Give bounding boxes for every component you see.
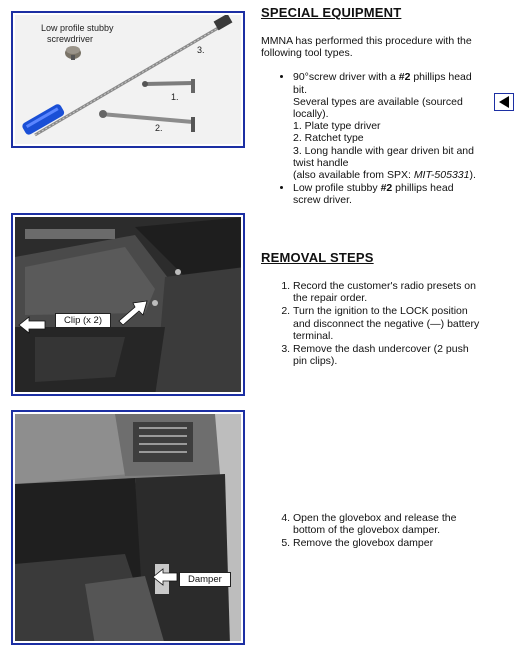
- stubby-label-2: screwdriver: [47, 34, 94, 44]
- dash-undercover-photo: [15, 217, 241, 392]
- tool-number-2: 2.: [155, 123, 163, 133]
- removal-step: 2. Turn the ignition to the LOCK position and disconnect the negative (—) battery terminal.: [293, 305, 483, 342]
- special-equipment-heading: SPECIAL EQUIPMENT: [261, 5, 402, 20]
- tool-list-item: • 90°screw driver with a #2 phillips head bit. Several types are available (sourced locally). 1. Plate type driver 2. Ratchet type 3. Long handle with gear driven bit and twist handle (also available from SPX: MIT-505331).: [293, 71, 483, 181]
- clip-callout: Clip (x 2): [55, 313, 111, 328]
- glovebox-photo: [15, 414, 241, 641]
- removal-step: 1. Record the customer's radio presets on the repair order.: [293, 280, 483, 304]
- tool-number-1: 1.: [171, 92, 179, 102]
- tools-photo: [15, 15, 241, 144]
- back-arrow-icon: [499, 96, 509, 108]
- tools-image-frame: [11, 11, 245, 148]
- tool-list-item: • Low profile stubby #2 phillips head screw driver.: [293, 182, 483, 206]
- tool-list: [261, 71, 483, 206]
- tool-number-3: 3.: [197, 45, 205, 55]
- plate-driver-icon: [99, 110, 195, 132]
- stubby-screwdriver-icon: [65, 46, 81, 60]
- special-equipment-intro: MMNA has performed this procedure with the following tool types.: [261, 35, 472, 60]
- damper-callout: Damper: [179, 572, 231, 587]
- removal-steps-heading: REMOVAL STEPS: [261, 250, 374, 265]
- stubby-label-1: Low profile stubby: [41, 23, 114, 33]
- removal-step: 3. Remove the dash undercover (2 push pin clips).: [293, 343, 483, 367]
- glovebox-step: 4. Open the glovebox and release the bottom of the glovebox damper.: [293, 512, 483, 536]
- glovebox-steps-list: [261, 512, 483, 550]
- back-button[interactable]: [494, 93, 514, 111]
- dash-undercover-image-frame: [11, 213, 245, 396]
- removal-steps-list: [261, 280, 483, 367]
- special-equipment-body: [261, 35, 483, 208]
- glovebox-illustration: [15, 414, 241, 641]
- glovebox-image-frame: [11, 410, 245, 645]
- ratchet-driver-icon: [142, 79, 195, 93]
- removal-steps-body: [261, 280, 483, 368]
- dash-undercover-illustration: [15, 217, 241, 392]
- glovebox-steps-body: [261, 512, 483, 551]
- glovebox-step: 5. Remove the glovebox damper: [293, 537, 483, 549]
- tools-illustration: [15, 15, 241, 144]
